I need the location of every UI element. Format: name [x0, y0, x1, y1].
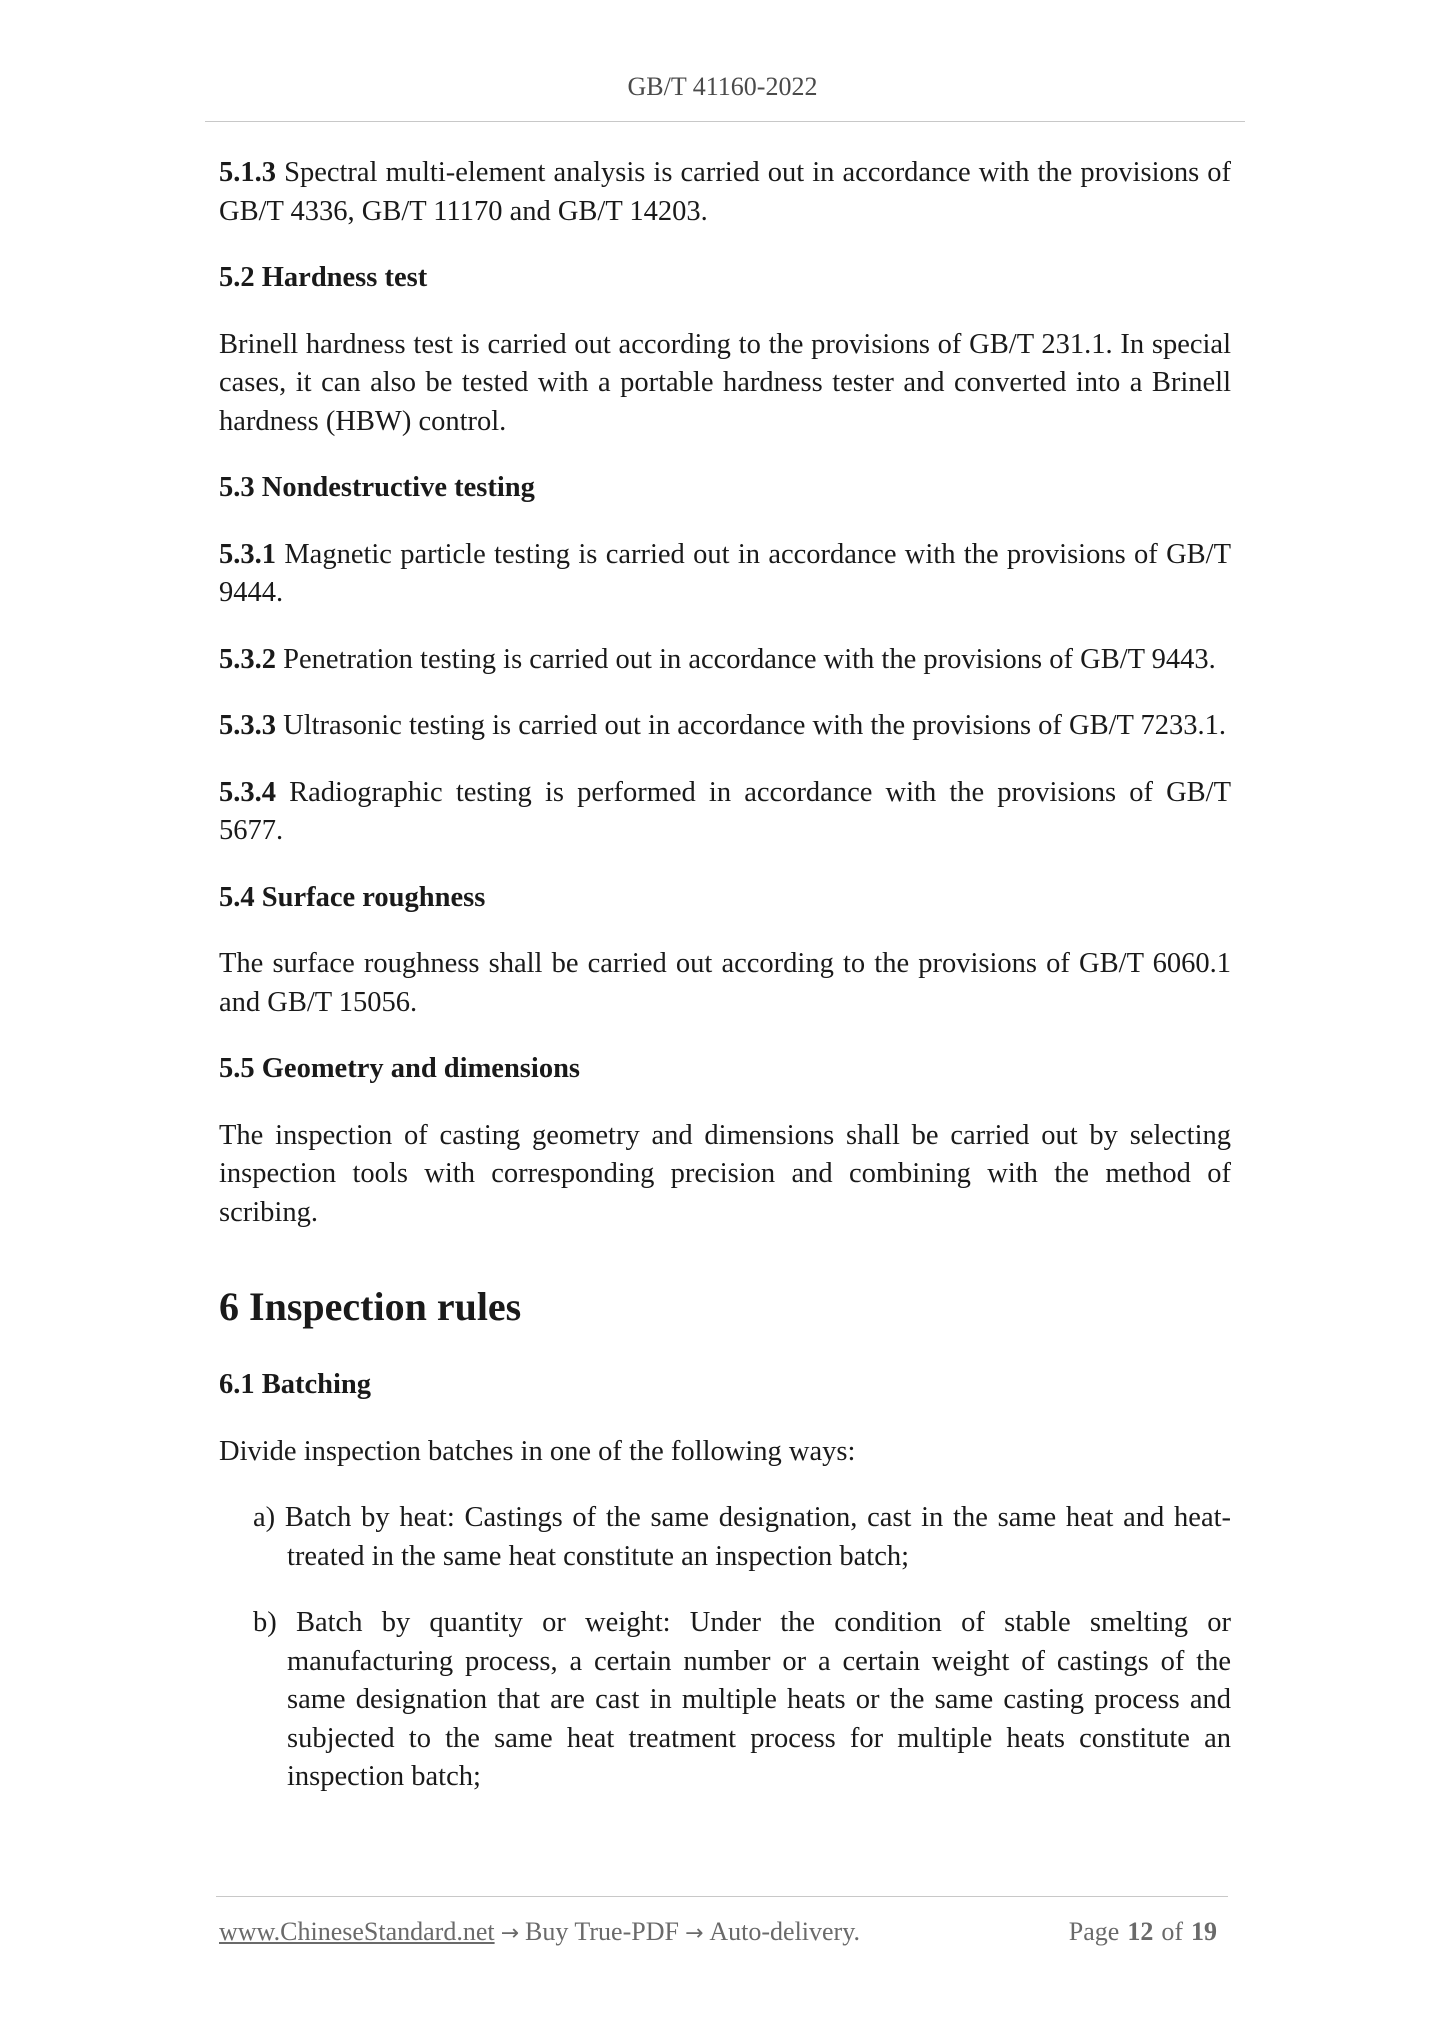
footer-promo — [219, 1917, 860, 1947]
document-body — [219, 154, 1231, 1825]
site-link[interactable]: www.ChineseStandard.net — [219, 1917, 495, 1946]
page-label: Page — [1068, 1917, 1120, 1946]
heading-5-3: 5.3 Nondestructive testing — [219, 472, 535, 503]
section-text: Ultrasonic testing is carried out in accordance with the provisions of GB/T 7233.1. — [283, 710, 1227, 741]
section-text: Magnetic particle testing is carried out in accordance with the provisions of GB/T 9444. — [219, 538, 1231, 608]
list-item-b: b) Batch by quantity or weight: Under the condition of stable smelting or manufacturing process, a certain number or a certain weight of castings of the same designation that are cast in multiple heats or the same casting process and subjected to the same heat treatment process for multiple heats constitute an inspection batch; — [253, 1607, 1231, 1792]
heading-5-4: 5.4 Surface roughness — [219, 881, 486, 913]
arrow-right-icon: → — [684, 1921, 704, 1946]
section-5-5-text: The inspection of casting geometry and dimensions shall be carried out by selecting inspection tools with corresponding precision and combining with the method of scribing. — [219, 1119, 1231, 1228]
section-number: 5.3.4 — [219, 776, 276, 808]
document-footer — [219, 1917, 1231, 1957]
section-number: 5.3.1 — [219, 538, 276, 570]
section-text: Penetration testing is carried out in accordance with the provisions of GB/T 9443. — [283, 643, 1216, 675]
section-5-3-2 — [219, 641, 1231, 680]
heading-5-2: 5.2 Hardness test — [219, 262, 428, 293]
section-5-3-3 — [219, 707, 1231, 746]
footer-divider — [216, 1896, 1228, 1897]
document-header: GB/T 41160-2022 — [627, 72, 818, 101]
section-6-1-intro: Divide inspection batches in one of the following ways: — [219, 1435, 856, 1467]
auto-delivery-text: Auto-delivery. — [709, 1917, 861, 1946]
arrow-right-icon: → — [500, 1921, 520, 1946]
list-item-a: a) Batch by heat: Castings of the same designation, cast in the same heat and heat-treated in the same heat constitute an inspection batch; — [253, 1502, 1231, 1572]
of-label: of — [1161, 1917, 1183, 1946]
heading-5-5: 5.5 Geometry and dimensions — [219, 1053, 581, 1084]
chapter-6-title: 6 Inspection rules — [219, 1284, 522, 1329]
section-5-1-3 — [219, 154, 1231, 231]
page-indicator — [1069, 1917, 1225, 1947]
section-number: 5.1.3 — [219, 157, 276, 188]
section-number: 5.3.2 — [219, 643, 276, 675]
section-5-4-text: The surface roughness shall be carried out according to the provisions of GB/T 6060.1 and GB/T 15056. — [219, 948, 1231, 1018]
section-number: 5.3.3 — [219, 710, 276, 741]
heading-6-1: 6.1 Batching — [219, 1369, 372, 1400]
section-5-2-text: Brinell hardness test is carried out according to the provisions of GB/T 231.1. In special cases, it can also be tested with a portable hardness tester and converted into a Brinell hardness (HBW) control. — [219, 328, 1231, 437]
page-total: 19 — [1191, 1917, 1217, 1946]
section-5-3-4 — [219, 774, 1231, 851]
section-text: Radiographic testing is performed in accordance with the provisions of GB/T 5677. — [219, 776, 1231, 846]
page-current: 12 — [1127, 1917, 1154, 1946]
section-text: Spectral multi-element analysis is carried out in accordance with the provisions of GB/T 4336, GB/T 11170 and GB/T 14203. — [219, 157, 1231, 227]
buy-pdf-text: Buy True-PDF — [525, 1917, 679, 1946]
section-5-3-1 — [219, 536, 1231, 613]
header-divider — [205, 121, 1245, 122]
